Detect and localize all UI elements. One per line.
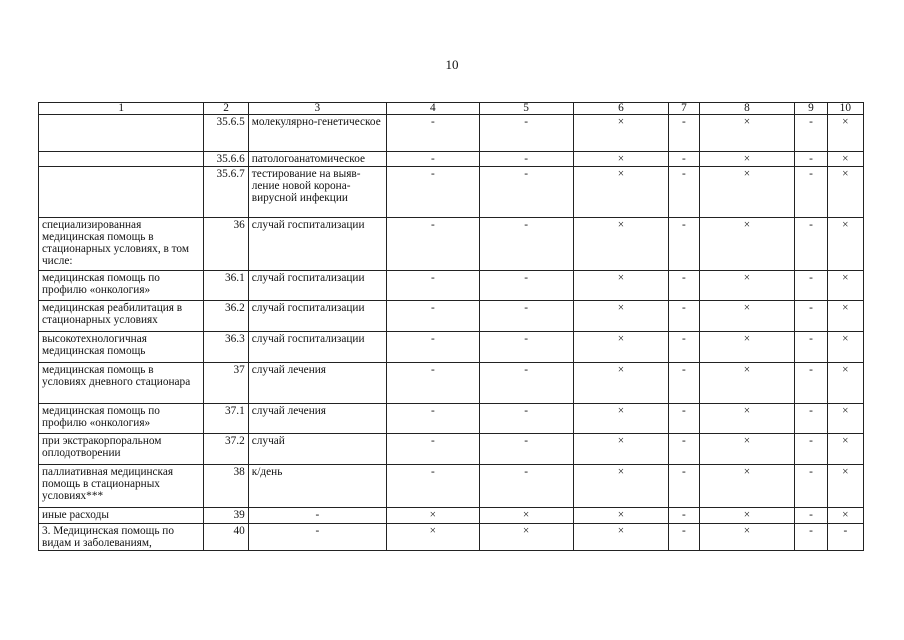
value-cell: - <box>479 115 573 152</box>
value-cell: - <box>795 524 827 551</box>
table-row <box>39 508 864 524</box>
value-cell: × <box>699 167 795 218</box>
table-row <box>39 167 864 218</box>
table-row <box>39 434 864 465</box>
value-cell: × <box>699 508 795 524</box>
value-cell: - <box>386 271 479 301</box>
header-row <box>39 103 864 115</box>
value-cell: × <box>573 115 669 152</box>
value-cell: × <box>827 508 863 524</box>
value-cell: - <box>795 404 827 434</box>
value-cell: - <box>479 363 573 404</box>
row-number-cell: 36.2 <box>204 301 248 332</box>
value-cell: - <box>827 524 863 551</box>
value-cell: - <box>386 167 479 218</box>
column-header: 3 <box>248 103 386 115</box>
table-row <box>39 404 864 434</box>
value-cell: × <box>573 508 669 524</box>
value-cell: - <box>479 218 573 271</box>
value-cell: × <box>699 115 795 152</box>
value-cell: - <box>386 301 479 332</box>
unit-cell: тестирование на выяв-ление новой корона-вирусной инфекции <box>248 167 386 218</box>
table-row <box>39 465 864 508</box>
value-cell: - <box>795 152 827 167</box>
column-header: 2 <box>204 103 248 115</box>
column-header: 7 <box>669 103 699 115</box>
row-label-cell <box>39 167 204 218</box>
row-number-cell: 36.3 <box>204 332 248 363</box>
value-cell: × <box>699 465 795 508</box>
row-label-cell: специализированная медицинская помощь в стационарных условиях, в том числе: <box>39 218 204 271</box>
data-table <box>38 102 864 551</box>
row-number-cell: 35.6.7 <box>204 167 248 218</box>
unit-cell: случай лечения <box>248 404 386 434</box>
unit-cell: патологоанатомическое <box>248 152 386 167</box>
column-header: 10 <box>827 103 863 115</box>
table-row <box>39 301 864 332</box>
value-cell: × <box>573 167 669 218</box>
value-cell: - <box>386 218 479 271</box>
unit-cell: случай госпитализации <box>248 332 386 363</box>
value-cell: - <box>386 363 479 404</box>
row-label-cell: медицинская помощь по профилю «онкология» <box>39 271 204 301</box>
column-header: 6 <box>573 103 669 115</box>
value-cell: - <box>669 524 699 551</box>
value-cell: × <box>827 332 863 363</box>
value-cell: - <box>479 271 573 301</box>
table-row <box>39 218 864 271</box>
value-cell: × <box>573 404 669 434</box>
table-row <box>39 271 864 301</box>
row-number-cell: 35.6.5 <box>204 115 248 152</box>
row-label-cell: высокотехнологичная медицинская помощь <box>39 332 204 363</box>
value-cell: - <box>669 115 699 152</box>
value-cell: - <box>386 152 479 167</box>
value-cell: × <box>573 271 669 301</box>
value-cell: - <box>669 434 699 465</box>
value-cell: - <box>479 404 573 434</box>
row-label-cell: медицинская помощь по профилю «онкология» <box>39 404 204 434</box>
value-cell: - <box>386 115 479 152</box>
value-cell: × <box>699 218 795 271</box>
value-cell: × <box>386 508 479 524</box>
value-cell: × <box>573 465 669 508</box>
value-cell: - <box>669 465 699 508</box>
value-cell: - <box>669 301 699 332</box>
value-cell: - <box>386 434 479 465</box>
value-cell: × <box>479 508 573 524</box>
value-cell: - <box>479 332 573 363</box>
row-number-cell: 39 <box>204 508 248 524</box>
row-number-cell: 35.6.6 <box>204 152 248 167</box>
unit-cell: - <box>248 524 386 551</box>
value-cell: × <box>827 271 863 301</box>
value-cell: - <box>795 363 827 404</box>
row-label-cell: медицинская помощь в условиях дневного стационара <box>39 363 204 404</box>
value-cell: × <box>827 363 863 404</box>
value-cell: × <box>573 152 669 167</box>
row-label-cell: при экстракорпоральном оплодотворении <box>39 434 204 465</box>
value-cell: - <box>795 218 827 271</box>
value-cell: × <box>573 363 669 404</box>
value-cell: × <box>827 301 863 332</box>
row-label-cell <box>39 115 204 152</box>
value-cell: - <box>669 167 699 218</box>
value-cell: - <box>795 167 827 218</box>
row-label-cell: медицинская реабилитация в стационарных условиях <box>39 301 204 332</box>
unit-cell: - <box>248 508 386 524</box>
value-cell: × <box>479 524 573 551</box>
value-cell: × <box>699 524 795 551</box>
unit-cell: случай лечения <box>248 363 386 404</box>
unit-cell: к/день <box>248 465 386 508</box>
value-cell: - <box>795 332 827 363</box>
row-number-cell: 37 <box>204 363 248 404</box>
row-number-cell: 37.2 <box>204 434 248 465</box>
value-cell: - <box>669 363 699 404</box>
value-cell: - <box>795 465 827 508</box>
value-cell: - <box>386 404 479 434</box>
row-number-cell: 38 <box>204 465 248 508</box>
value-cell: × <box>827 434 863 465</box>
value-cell: × <box>827 115 863 152</box>
table-row <box>39 524 864 551</box>
row-label-cell: 3. Медицинская помощь по видам и заболеваниям, <box>39 524 204 551</box>
value-cell: - <box>669 152 699 167</box>
value-cell: - <box>669 218 699 271</box>
value-cell: × <box>827 218 863 271</box>
value-cell: - <box>795 508 827 524</box>
table-row <box>39 332 864 363</box>
unit-cell: случай госпитализации <box>248 271 386 301</box>
column-header: 4 <box>386 103 479 115</box>
row-number-cell: 36 <box>204 218 248 271</box>
column-header: 9 <box>795 103 827 115</box>
value-cell: × <box>699 363 795 404</box>
unit-cell: случай <box>248 434 386 465</box>
value-cell: - <box>479 167 573 218</box>
unit-cell: случай госпитализации <box>248 301 386 332</box>
column-header: 1 <box>39 103 204 115</box>
value-cell: - <box>386 465 479 508</box>
row-label-cell <box>39 152 204 167</box>
value-cell: × <box>699 332 795 363</box>
value-cell: - <box>795 434 827 465</box>
table-row <box>39 115 864 152</box>
value-cell: - <box>479 301 573 332</box>
value-cell: - <box>669 508 699 524</box>
value-cell: - <box>795 271 827 301</box>
page-number: 10 <box>445 57 459 72</box>
value-cell: × <box>573 218 669 271</box>
row-label-cell: паллиативная медицинская помощь в стационарных условиях*** <box>39 465 204 508</box>
value-cell: - <box>669 404 699 434</box>
unit-cell: молекулярно-генетическое <box>248 115 386 152</box>
row-label-cell: иные расходы <box>39 508 204 524</box>
value-cell: × <box>699 434 795 465</box>
value-cell: × <box>573 434 669 465</box>
column-header: 5 <box>479 103 573 115</box>
value-cell: × <box>699 271 795 301</box>
table-row <box>39 363 864 404</box>
value-cell: - <box>669 271 699 301</box>
value-cell: × <box>573 524 669 551</box>
value-cell: - <box>795 115 827 152</box>
value-cell: - <box>479 152 573 167</box>
value-cell: - <box>479 465 573 508</box>
value-cell: × <box>573 332 669 363</box>
value-cell: - <box>669 332 699 363</box>
value-cell: - <box>795 301 827 332</box>
value-cell: × <box>386 524 479 551</box>
value-cell: × <box>699 152 795 167</box>
column-header: 8 <box>699 103 795 115</box>
row-number-cell: 37.1 <box>204 404 248 434</box>
value-cell: × <box>699 404 795 434</box>
value-cell: × <box>827 167 863 218</box>
value-cell: × <box>827 152 863 167</box>
row-number-cell: 36.1 <box>204 271 248 301</box>
table-row <box>39 152 864 167</box>
value-cell: × <box>573 301 669 332</box>
value-cell: × <box>827 404 863 434</box>
row-number-cell: 40 <box>204 524 248 551</box>
value-cell: × <box>827 465 863 508</box>
value-cell: - <box>479 434 573 465</box>
value-cell: × <box>699 301 795 332</box>
unit-cell: случай госпитализации <box>248 218 386 271</box>
value-cell: - <box>386 332 479 363</box>
